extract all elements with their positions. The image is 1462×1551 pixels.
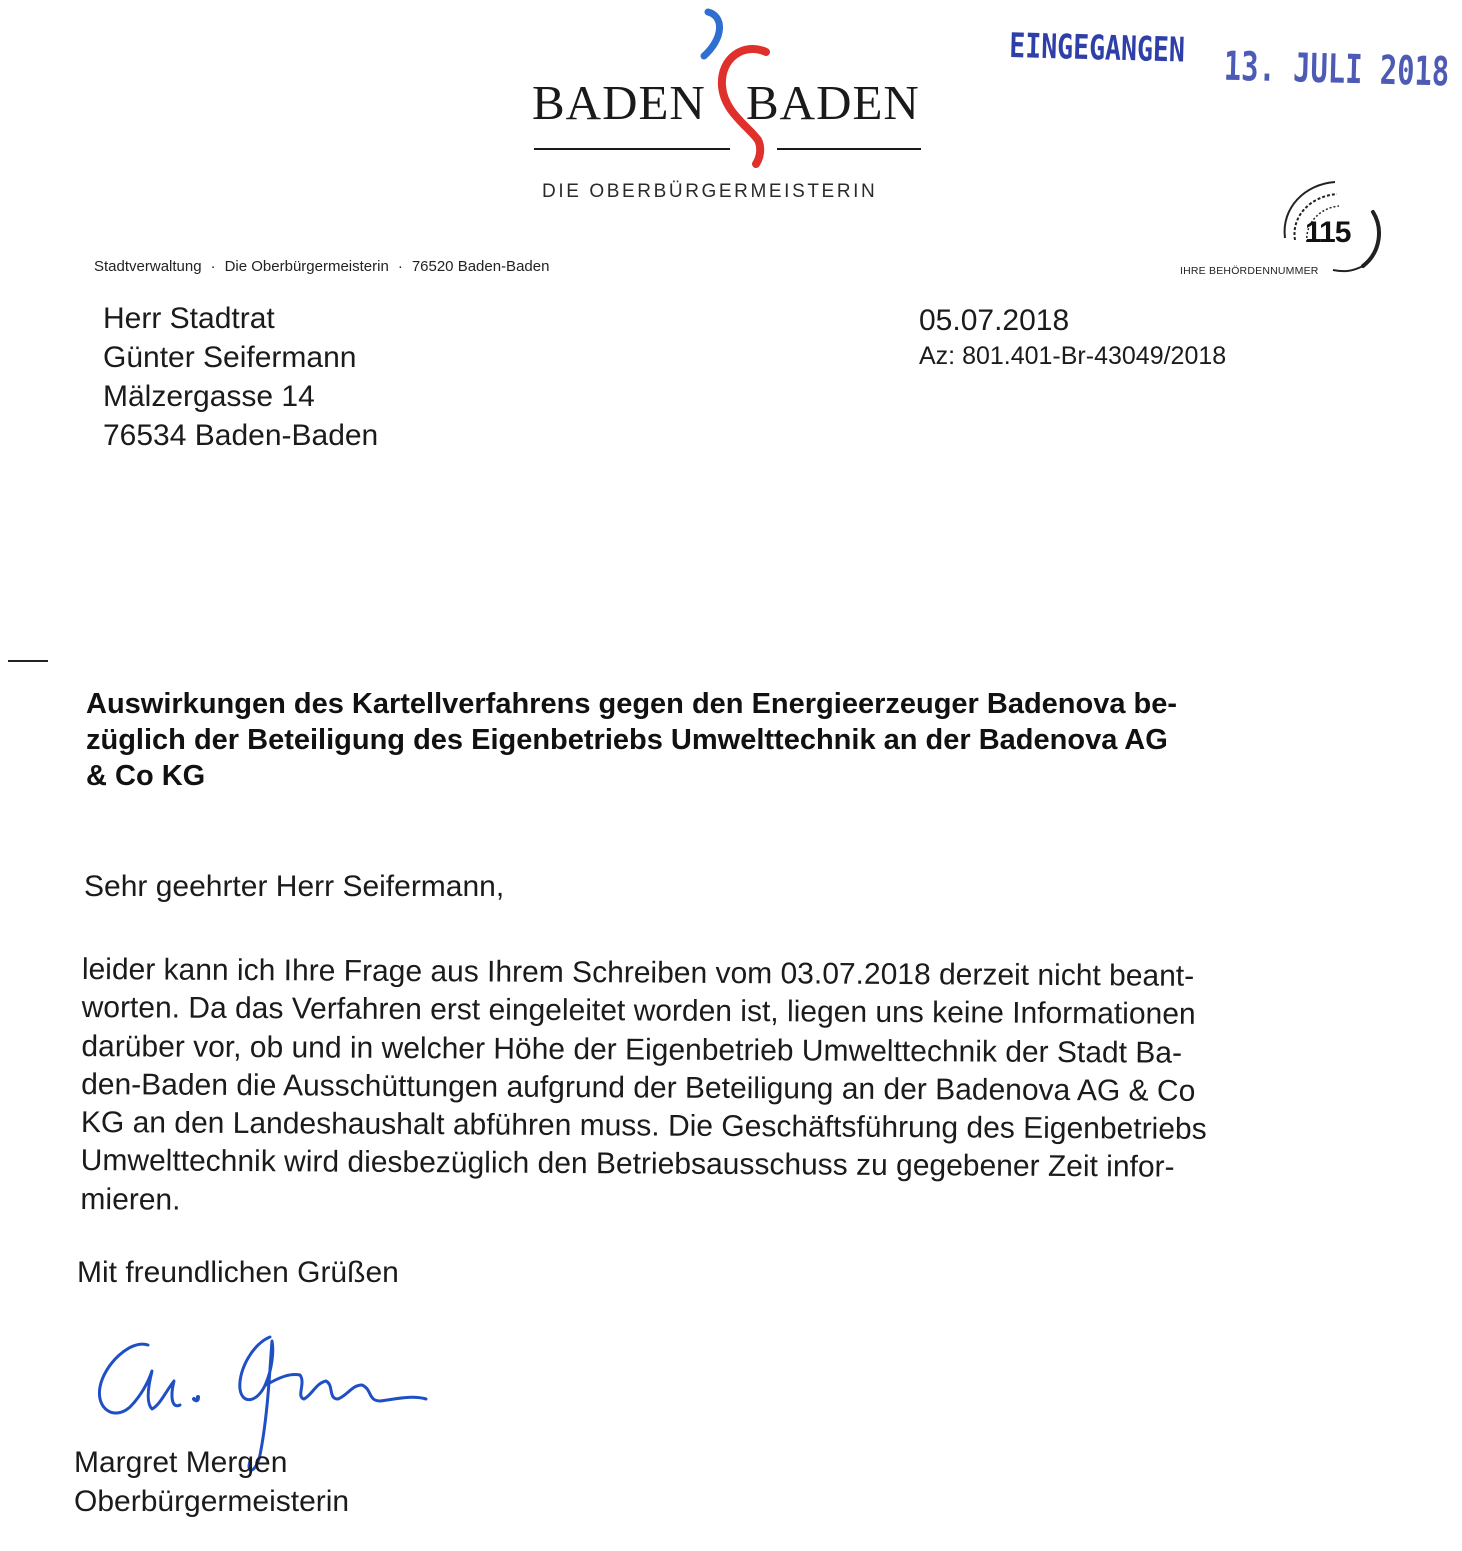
reference-number: Az: 801.401-Br-43049/2018	[919, 342, 1227, 370]
recipient-line: Mälzergasse 14	[103, 380, 315, 413]
signer-name: Margret Mergen	[74, 1446, 288, 1479]
sender-line	[94, 258, 549, 275]
salutation: Sehr geehrter Herr Seifermann,	[84, 870, 505, 903]
letter-body	[80, 951, 1342, 1227]
body-line: mieren.	[80, 1182, 181, 1217]
sender-office: Die Oberbürgermeisterin	[224, 258, 389, 275]
subject-line: Auswirkungen des Kartellverfahrens gegen den Energieerzeuger Badenova be-	[86, 688, 1178, 720]
logo-swoosh-icon	[680, 8, 780, 168]
logo-word-left: BADEN	[532, 75, 706, 130]
badge-caption: IHRE BEHÖRDENNUMMER	[1180, 265, 1319, 277]
recipient-line: Günter Seifermann	[103, 341, 357, 374]
fold-mark	[8, 660, 48, 662]
logo-rule-right	[777, 148, 921, 150]
sender-city: 76520 Baden-Baden	[411, 258, 550, 275]
letter-subject	[86, 686, 1336, 794]
sender-org: Stadtverwaltung	[94, 258, 202, 275]
body-line: darüber vor, ob und in welcher Höhe der Eigenbetrieb Umwelttechnik der Stadt Ba-	[81, 1029, 1183, 1070]
body-line: Umwelttechnik wird diesbezüglich den Betriebsausschuss zu gegebener Zeit infor-	[80, 1144, 1175, 1185]
recipient-address	[103, 299, 378, 455]
body-line: leider kann ich Ihre Frage aus Ihrem Schreiben vom 03.07.2018 derzeit nicht beant-	[81, 952, 1195, 993]
body-line: KG an den Landeshaushalt abführen muss. Die Geschäftsführung des Eigenbetriebs	[80, 1106, 1207, 1147]
signer-title: Oberbürgermeisterin	[74, 1485, 350, 1518]
recipient-line: 76534 Baden-Baden	[103, 419, 379, 452]
city-logo	[530, 8, 925, 208]
subject-line: & Co KG	[86, 760, 206, 792]
stamp-label: EINGEGANGEN	[1008, 25, 1186, 71]
recipient-line: Herr Stadtrat	[103, 302, 275, 335]
body-line: worten. Da das Verfahren erst eingeleitet worden ist, liegen uns keine Informationen	[81, 991, 1196, 1032]
logo-word-right: BADEN	[746, 75, 920, 130]
logo-subtitle: DIE OBERBÜRGERMEISTERIN	[542, 181, 878, 202]
badge-number: 115	[1305, 216, 1351, 249]
sender-separator: ·	[397, 258, 403, 275]
closing: Mit freundlichen Grüßen	[77, 1256, 399, 1289]
stamp-date: 13. JULI 2018	[1223, 43, 1450, 96]
body-line: den-Baden die Ausschüttungen aufgrund der Beteiligung an der Badenova AG & Co	[81, 1067, 1196, 1108]
subject-line: züglich der Beteiligung des Eigenbetriebs Umwelttechnik an der Badenova AG	[86, 724, 1168, 756]
sender-separator: ·	[210, 258, 216, 275]
authority-number-badge	[1175, 168, 1395, 283]
letter-date: 05.07.2018	[919, 304, 1070, 337]
received-stamp	[1008, 20, 1450, 106]
